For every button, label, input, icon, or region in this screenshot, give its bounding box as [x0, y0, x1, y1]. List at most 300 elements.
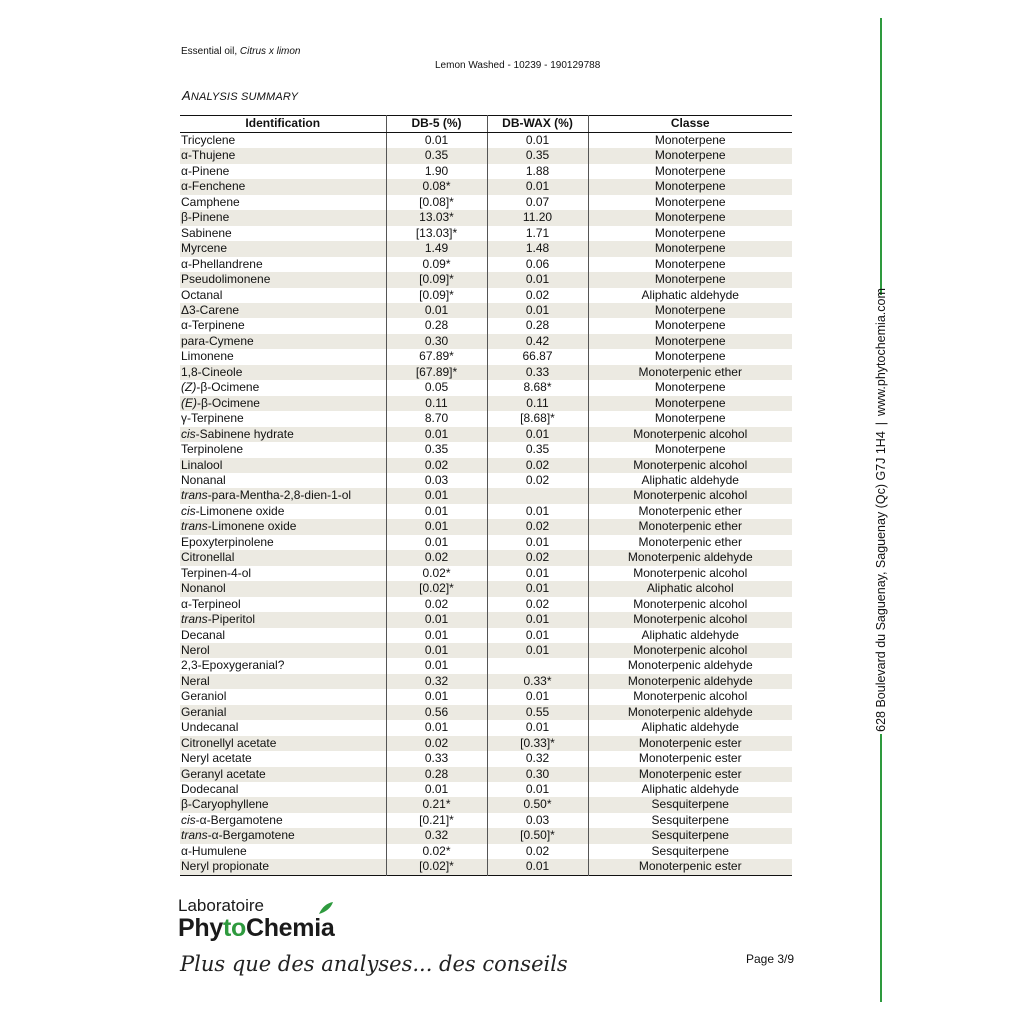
compound-class: Monoterpenic ester: [588, 751, 792, 766]
db5-value: 0.35: [386, 148, 487, 163]
db5-value: 0.02: [386, 736, 487, 751]
compound-class: Monoterpenic alcohol: [588, 689, 792, 704]
compound-label: -Limonene oxide: [195, 503, 285, 518]
compound-name: [180, 380, 386, 395]
compound-class: Monoterpenic ester: [588, 736, 792, 751]
db5-value: 0.08*: [386, 179, 487, 194]
table-row: [180, 519, 792, 534]
compound-name: [180, 597, 386, 612]
compound-name: [180, 535, 386, 550]
compound-class: Monoterpenic aldehyde: [588, 674, 792, 689]
compound-name: [180, 164, 386, 179]
db5-value: 0.01: [386, 628, 487, 643]
compound-class: Aliphatic aldehyde: [588, 473, 792, 488]
table-row: [180, 427, 792, 442]
table-row: [180, 828, 792, 843]
analysis-table: [180, 115, 792, 876]
compound-class: Monoterpene: [588, 179, 792, 194]
compound-label: Tricyclene: [181, 133, 236, 147]
db5-value: 0.01: [386, 612, 487, 627]
vertical-contact: [874, 288, 888, 732]
db5-value: 0.01: [386, 504, 487, 519]
db5-value: 0.02*: [386, 844, 487, 859]
table-row: [180, 288, 792, 303]
compound-label: -Piperitol: [207, 612, 256, 627]
compound-label: γ-Terpinene: [181, 411, 244, 426]
table-row: [180, 674, 792, 689]
compound-name: [180, 288, 386, 303]
compound-class: Monoterpenic ester: [588, 767, 792, 782]
compound-name: [180, 550, 386, 565]
compound-prefix: (E): [181, 395, 197, 410]
dbwax-value: 0.35: [487, 442, 588, 457]
table-row: [180, 782, 792, 797]
compound-label: Myrcene: [181, 241, 228, 256]
table-row: [180, 643, 792, 658]
compound-class: Aliphatic alcohol: [588, 581, 792, 596]
compound-name: [180, 612, 386, 627]
db5-value: [13.03]*: [386, 226, 487, 241]
table-row: [180, 458, 792, 473]
compound-name: [180, 628, 386, 643]
compound-class: Monoterpenic alcohol: [588, 427, 792, 442]
table-row: [180, 179, 792, 194]
table-row: [180, 411, 792, 426]
compound-class: Sesquiterpene: [588, 828, 792, 843]
lab-address: 628 Boulevard du Saguenay, Saguenay (Qc) G7J 1H4: [874, 431, 888, 732]
compound-label: α-Thujene: [181, 148, 236, 163]
dbwax-value: 0.01: [487, 427, 588, 442]
slogan: Plus que des analyses... des conseils: [180, 952, 568, 976]
table-row: [180, 844, 792, 859]
compound-label: Citronellal: [181, 550, 235, 565]
dbwax-value: 0.02: [487, 844, 588, 859]
db5-value: 0.01: [386, 535, 487, 550]
compound-class: Monoterpene: [588, 303, 792, 318]
dbwax-value: 0.01: [487, 179, 588, 194]
compound-label: Neryl propionate: [181, 859, 270, 874]
compound-class: Monoterpene: [588, 195, 792, 210]
table-row: [180, 226, 792, 241]
compound-name: [180, 427, 386, 442]
compound-class: Monoterpenic alcohol: [588, 458, 792, 473]
compound-name: [180, 658, 386, 673]
compound-label: Decanal: [181, 627, 226, 642]
compound-class: Monoterpene: [588, 241, 792, 256]
section-title-rest: NALYSIS SUMMARY: [190, 91, 299, 103]
db5-value: 0.01: [386, 782, 487, 797]
compound-name: [180, 566, 386, 581]
dbwax-value: 0.32: [487, 751, 588, 766]
dbwax-value: 0.01: [487, 859, 588, 875]
db5-value: 0.01: [386, 689, 487, 704]
logo-part-chemia: Chemia: [245, 914, 335, 942]
compound-prefix: cis: [181, 812, 196, 827]
compound-prefix: trans: [181, 612, 208, 627]
dbwax-value: 0.01: [487, 133, 588, 149]
compound-class: Monoterpene: [588, 148, 792, 163]
compound-class: Aliphatic aldehyde: [588, 720, 792, 735]
header-classe: Classe: [588, 116, 792, 133]
compound-name: [180, 148, 386, 163]
compound-label: -para-Mentha-2,8-dien-1-ol: [207, 488, 352, 503]
lab-website: www.phytochemia.com: [874, 288, 888, 416]
compound-name: [180, 226, 386, 241]
compound-name: [180, 720, 386, 735]
green-divider-top: [880, 18, 882, 295]
compound-class: Monoterpene: [588, 226, 792, 241]
compound-class: Monoterpene: [588, 349, 792, 364]
compound-class: Monoterpenic alcohol: [588, 488, 792, 503]
table-row: [180, 705, 792, 720]
dbwax-value: 0.33*: [487, 674, 588, 689]
dbwax-value: 0.07: [487, 195, 588, 210]
table-row: [180, 318, 792, 333]
dbwax-value: 0.28: [487, 318, 588, 333]
compound-name: [180, 504, 386, 519]
table-row: [180, 628, 792, 643]
compound-label: Octanal: [181, 287, 223, 302]
db5-value: 0.32: [386, 674, 487, 689]
compound-class: Monoterpene: [588, 133, 792, 149]
section-title: [182, 88, 298, 103]
table-row: [180, 473, 792, 488]
compound-class: Monoterpene: [588, 318, 792, 333]
dbwax-value: 0.02: [487, 597, 588, 612]
db5-value: [0.02]*: [386, 581, 487, 596]
compound-name: [180, 442, 386, 457]
compound-class: Monoterpenic ether: [588, 504, 792, 519]
dbwax-value: 0.42: [487, 334, 588, 349]
db5-value: [0.09]*: [386, 272, 487, 287]
leaf-icon: [318, 901, 334, 915]
db5-value: 0.21*: [386, 797, 487, 812]
compound-label: Nonanal: [181, 472, 226, 487]
document-header: [181, 46, 301, 57]
dbwax-value: 1.88: [487, 164, 588, 179]
product-species: Citrus x limon: [239, 46, 301, 57]
header-dbwax: DB-WAX (%): [487, 116, 588, 133]
db5-value: 0.56: [386, 705, 487, 720]
compound-name: [180, 349, 386, 364]
compound-class: Monoterpene: [588, 411, 792, 426]
dbwax-value: 0.01: [487, 643, 588, 658]
compound-label: Pseudolimonene: [181, 272, 271, 287]
compound-label: Sabinene: [181, 225, 232, 240]
compound-label: α-Humulene: [181, 843, 247, 858]
compound-class: Monoterpene: [588, 396, 792, 411]
compound-class: Monoterpene: [588, 272, 792, 287]
db5-value: 0.01: [386, 427, 487, 442]
table-row: [180, 272, 792, 287]
compound-name: [180, 458, 386, 473]
compound-class: Monoterpene: [588, 442, 792, 457]
compound-class: Monoterpene: [588, 164, 792, 179]
compound-name: [180, 241, 386, 256]
compound-name: [180, 782, 386, 797]
compound-class: Monoterpenic ether: [588, 519, 792, 534]
compound-label: Limonene: [181, 349, 234, 364]
db5-value: [0.08]*: [386, 195, 487, 210]
section-title-initial: A: [182, 88, 191, 103]
table-row: [180, 720, 792, 735]
table-row: [180, 257, 792, 272]
dbwax-value: 0.02: [487, 519, 588, 534]
logo: [178, 896, 334, 943]
db5-value: 0.02: [386, 597, 487, 612]
table-row: [180, 241, 792, 256]
table-row: [180, 442, 792, 457]
compound-class: Monoterpenic ether: [588, 535, 792, 550]
db5-value: 0.33: [386, 751, 487, 766]
compound-class: Aliphatic aldehyde: [588, 782, 792, 797]
dbwax-value: 0.01: [487, 689, 588, 704]
db5-value: 0.01: [386, 643, 487, 658]
compound-class: Monoterpenic aldehyde: [588, 550, 792, 565]
table-row: [180, 535, 792, 550]
compound-label: α-Fenchene: [181, 179, 246, 194]
db5-value: 0.28: [386, 318, 487, 333]
compound-label: Nonanol: [181, 581, 226, 596]
db5-value: 0.28: [386, 767, 487, 782]
dbwax-value: 0.02: [487, 288, 588, 303]
table-row: [180, 658, 792, 673]
dbwax-value: 0.01: [487, 720, 588, 735]
compound-name: [180, 396, 386, 411]
db5-value: 0.09*: [386, 257, 487, 272]
compound-name: [180, 643, 386, 658]
compound-label: Neryl acetate: [181, 751, 252, 766]
table-row: [180, 303, 792, 318]
db5-value: [67.89]*: [386, 365, 487, 380]
dbwax-value: 0.55: [487, 705, 588, 720]
table-row: [180, 210, 792, 225]
table-row: [180, 349, 792, 364]
compound-class: Monoterpenic aldehyde: [588, 658, 792, 673]
dbwax-value: 1.48: [487, 241, 588, 256]
db5-value: [0.02]*: [386, 859, 487, 875]
table-row: [180, 767, 792, 782]
db5-value: 1.49: [386, 241, 487, 256]
compound-label: Terpinen-4-ol: [181, 565, 252, 580]
dbwax-value: 0.01: [487, 612, 588, 627]
dbwax-value: [0.33]*: [487, 736, 588, 751]
compound-class: Sesquiterpene: [588, 797, 792, 812]
dbwax-value: 0.01: [487, 504, 588, 519]
table-row: [180, 380, 792, 395]
table-row: [180, 736, 792, 751]
compound-name: [180, 257, 386, 272]
db5-value: 0.01: [386, 720, 487, 735]
compound-label: Camphene: [181, 194, 240, 209]
dbwax-value: 0.02: [487, 458, 588, 473]
header-identification: Identification: [180, 116, 386, 133]
compound-prefix: trans: [181, 488, 208, 503]
compound-class: Monoterpenic alcohol: [588, 612, 792, 627]
compound-label: Neral: [181, 673, 210, 688]
table-row: [180, 797, 792, 812]
contact-separator: |: [874, 421, 888, 426]
compound-label: 2,3-Epoxygeranial?: [181, 658, 285, 673]
db5-value: 0.11: [386, 396, 487, 411]
dbwax-value: 0.30: [487, 767, 588, 782]
db5-value: 0.01: [386, 133, 487, 149]
db5-value: 0.01: [386, 488, 487, 503]
dbwax-value: 66.87: [487, 349, 588, 364]
compound-label: Dodecanal: [181, 782, 239, 797]
compound-name: [180, 844, 386, 859]
green-divider-bottom: [880, 734, 882, 1002]
db5-value: 0.01: [386, 303, 487, 318]
table-row: [180, 581, 792, 596]
compound-name: [180, 210, 386, 225]
db5-value: 0.02: [386, 550, 487, 565]
dbwax-value: [487, 488, 588, 503]
logo-laboratoire: Laboratoire: [178, 896, 265, 915]
dbwax-value: [487, 658, 588, 673]
compound-class: Monoterpenic aldehyde: [588, 705, 792, 720]
table-row: [180, 751, 792, 766]
compound-label: β-Pinene: [181, 210, 230, 225]
compound-name: [180, 859, 386, 875]
compound-label: Citronellyl acetate: [181, 735, 277, 750]
compound-label: α-Terpineol: [181, 596, 241, 611]
compound-class: Monoterpene: [588, 380, 792, 395]
db5-value: 8.70: [386, 411, 487, 426]
compound-prefix: cis: [181, 426, 196, 441]
compound-class: Sesquiterpene: [588, 844, 792, 859]
table-row: [180, 365, 792, 380]
dbwax-value: 0.11: [487, 396, 588, 411]
table-row: [180, 550, 792, 565]
compound-label: Undecanal: [181, 720, 239, 735]
table-row: [180, 148, 792, 163]
compound-class: Monoterpenic ether: [588, 365, 792, 380]
table-row: [180, 813, 792, 828]
db5-value: 0.01: [386, 658, 487, 673]
compound-name: [180, 365, 386, 380]
compound-name: [180, 133, 386, 149]
compound-prefix: (Z): [181, 380, 197, 395]
table-row: [180, 195, 792, 210]
compound-label: -β-Ocimene: [196, 380, 260, 395]
table-row: [180, 396, 792, 411]
table-row: [180, 334, 792, 349]
dbwax-value: 11.20: [487, 210, 588, 225]
table-row: [180, 133, 792, 149]
dbwax-value: 0.02: [487, 550, 588, 565]
db5-value: 67.89*: [386, 349, 487, 364]
compound-name: [180, 828, 386, 843]
compound-label: α-Phellandrene: [181, 256, 263, 271]
compound-class: Monoterpenic alcohol: [588, 566, 792, 581]
dbwax-value: 0.03: [487, 813, 588, 828]
dbwax-value: 0.33: [487, 365, 588, 380]
compound-name: [180, 195, 386, 210]
compound-name: [180, 488, 386, 503]
compound-prefix: trans: [181, 828, 208, 843]
dbwax-value: [8.68]*: [487, 411, 588, 426]
table-row: [180, 612, 792, 627]
compound-name: [180, 519, 386, 534]
db5-value: 1.90: [386, 164, 487, 179]
compound-prefix: trans: [181, 519, 208, 534]
compound-prefix: cis: [181, 503, 196, 518]
dbwax-value: 0.01: [487, 272, 588, 287]
dbwax-value: 0.50*: [487, 797, 588, 812]
compound-class: Aliphatic aldehyde: [588, 628, 792, 643]
db5-value: 0.35: [386, 442, 487, 457]
compound-label: -β-Ocimene: [197, 395, 260, 410]
table-row: [180, 566, 792, 581]
compound-label: Epoxyterpinolene: [181, 534, 274, 549]
compound-class: Monoterpenic ester: [588, 859, 792, 875]
compound-label: Terpinolene: [181, 442, 244, 457]
compound-name: [180, 767, 386, 782]
compound-name: [180, 303, 386, 318]
compound-name: [180, 674, 386, 689]
table-row: [180, 488, 792, 503]
compound-name: [180, 813, 386, 828]
compound-class: Sesquiterpene: [588, 813, 792, 828]
table-row: [180, 504, 792, 519]
dbwax-value: 0.01: [487, 628, 588, 643]
dbwax-value: 1.71: [487, 226, 588, 241]
db5-value: 0.30: [386, 334, 487, 349]
compound-label: Nerol: [181, 642, 210, 657]
compound-name: [180, 705, 386, 720]
compound-label: Linalool: [181, 457, 223, 472]
compound-name: [180, 751, 386, 766]
dbwax-value: 8.68*: [487, 380, 588, 395]
compound-label: β-Caryophyllene: [181, 797, 269, 812]
logo-part-phy: Phy: [178, 914, 223, 942]
table-row: [180, 859, 792, 875]
compound-name: [180, 581, 386, 596]
dbwax-value: 0.01: [487, 581, 588, 596]
db5-value: [0.21]*: [386, 813, 487, 828]
compound-name: [180, 736, 386, 751]
compound-name: [180, 473, 386, 488]
product-prefix: Essential oil,: [181, 46, 240, 57]
table-row: [180, 689, 792, 704]
db5-value: 0.02: [386, 458, 487, 473]
table-row: [180, 164, 792, 179]
compound-name: [180, 334, 386, 349]
page-number: Page 3/9: [746, 952, 795, 966]
db5-value: 0.01: [386, 519, 487, 534]
compound-name: [180, 272, 386, 287]
compound-label: para-Cymene: [181, 333, 254, 348]
dbwax-value: 0.35: [487, 148, 588, 163]
compound-label: Δ3-Carene: [181, 302, 240, 317]
dbwax-value: 0.01: [487, 303, 588, 318]
compound-label: α-Terpinene: [181, 318, 245, 333]
compound-label: Geranyl acetate: [181, 766, 266, 781]
dbwax-value: 0.01: [487, 566, 588, 581]
db5-value: 0.03: [386, 473, 487, 488]
dbwax-value: [0.50]*: [487, 828, 588, 843]
db5-value: 13.03*: [386, 210, 487, 225]
compound-label: -Limonene oxide: [207, 519, 297, 534]
db5-value: [0.09]*: [386, 288, 487, 303]
dbwax-value: 0.06: [487, 257, 588, 272]
compound-label: -Sabinene hydrate: [195, 426, 294, 441]
table-row: [180, 597, 792, 612]
compound-class: Monoterpene: [588, 210, 792, 225]
compound-class: Monoterpenic alcohol: [588, 643, 792, 658]
compound-label: Geranial: [181, 704, 227, 719]
